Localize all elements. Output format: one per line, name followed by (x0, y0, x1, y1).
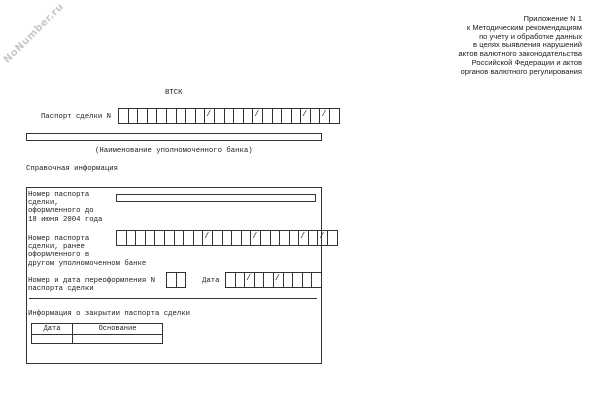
digit-cell[interactable] (273, 109, 283, 123)
digit-cell[interactable] (299, 231, 309, 245)
field2-line: сделки, ранее (28, 243, 85, 252)
appendix-line: по учету и обработке данных (479, 31, 582, 41)
digit-cell[interactable] (318, 231, 328, 245)
appendix-line: Российской Федерации и актов (471, 57, 582, 67)
digit-cell[interactable] (119, 109, 129, 123)
closing-table-row[interactable] (32, 335, 163, 344)
digit-cell[interactable] (253, 109, 263, 123)
appendix-line: актов валютного законодательства (458, 49, 582, 59)
header-basis: Основание (73, 324, 163, 335)
reissue-line: Номер и дата переоформления N (28, 277, 155, 285)
cell-date[interactable] (32, 335, 73, 344)
digit-cell[interactable] (157, 109, 167, 123)
digit-cell[interactable] (255, 273, 265, 287)
digit-cell[interactable] (330, 109, 339, 123)
passport-number-cells[interactable] (118, 108, 340, 124)
digit-cell[interactable] (186, 109, 196, 123)
reissue-number-cells[interactable] (166, 272, 186, 288)
field1-line: сделки, (28, 199, 59, 208)
digit-cell[interactable] (167, 109, 177, 123)
digit-cell[interactable] (293, 273, 303, 287)
field1-label (28, 191, 102, 224)
digit-cell[interactable] (232, 231, 242, 245)
digit-cell[interactable] (138, 109, 148, 123)
appendix-line: в целях выявления нарушений (473, 40, 582, 50)
digit-cell[interactable] (165, 231, 175, 245)
digit-cell[interactable] (263, 109, 273, 123)
reissue-label (28, 277, 155, 293)
digit-cell[interactable] (282, 109, 292, 123)
digit-cell[interactable] (328, 231, 337, 245)
header-date: Дата (32, 324, 73, 335)
field1-line: оформленного до (28, 207, 94, 216)
digit-cell[interactable] (244, 109, 254, 123)
field1-line: Номер паспорта (28, 191, 90, 199)
prev-passport-cells[interactable] (116, 230, 338, 246)
digit-cell[interactable] (274, 273, 284, 287)
appendix-line: Приложение N 1 (523, 14, 582, 23)
digit-cell[interactable] (312, 273, 321, 287)
closing-table-header (32, 324, 163, 335)
digit-cell[interactable] (215, 109, 225, 123)
digit-cell[interactable] (136, 231, 146, 245)
digit-cell[interactable] (261, 231, 271, 245)
digit-cell[interactable] (177, 273, 186, 287)
digit-cell[interactable] (301, 109, 311, 123)
digit-cell[interactable] (184, 231, 194, 245)
digit-cell[interactable] (303, 273, 313, 287)
reference-box (26, 187, 322, 364)
field2-line: другом уполномоченном банке (28, 259, 147, 268)
digit-cell[interactable] (264, 273, 274, 287)
bank-name-field[interactable] (26, 133, 322, 141)
digit-cell[interactable] (292, 109, 302, 123)
divider (29, 298, 317, 299)
digit-cell[interactable] (167, 273, 177, 287)
digit-cell[interactable] (177, 109, 187, 123)
digit-cell[interactable] (213, 231, 223, 245)
digit-cell[interactable] (251, 231, 261, 245)
digit-cell[interactable] (223, 231, 233, 245)
reissue-date-cells[interactable] (225, 272, 322, 288)
digit-cell[interactable] (175, 231, 185, 245)
digit-cell[interactable] (194, 231, 204, 245)
field2-line: оформленного в (28, 251, 90, 260)
reference-title: Справочная информация (26, 165, 118, 173)
appendix-line: к Методическим рекомендациям (466, 22, 582, 32)
digit-cell[interactable] (155, 231, 165, 245)
digit-cell[interactable] (225, 109, 235, 123)
closing-table (31, 323, 163, 344)
field2-line: Номер паспорта (28, 235, 90, 243)
digit-cell[interactable] (226, 273, 236, 287)
bank-caption: (Наименование уполномоченного банка) (95, 147, 253, 155)
digit-cell[interactable] (234, 109, 244, 123)
digit-cell[interactable] (205, 109, 215, 123)
digit-cell[interactable] (290, 231, 300, 245)
field1-line: 18 июня 2004 года (28, 215, 103, 224)
digit-cell[interactable] (203, 231, 213, 245)
closing-title: Информация о закрытии паспорта сделки (28, 310, 191, 318)
digit-cell[interactable] (117, 231, 127, 245)
digit-cell[interactable] (245, 273, 255, 287)
passport-label: Паспорт сделки N (41, 113, 112, 121)
digit-cell[interactable] (127, 231, 137, 245)
digit-cell[interactable] (271, 231, 281, 245)
digit-cell[interactable] (129, 109, 139, 123)
appendix-line: органов валютного регулирования (460, 66, 582, 76)
digit-cell[interactable] (320, 109, 330, 123)
digit-cell[interactable] (236, 273, 246, 287)
date-label: Дата (202, 277, 220, 285)
digit-cell[interactable] (148, 109, 158, 123)
reissue-line: паспорта сделки (28, 285, 94, 294)
cell-basis[interactable] (73, 335, 163, 344)
form-code: ВТСК (165, 89, 183, 97)
appendix-header (362, 15, 582, 77)
digit-cell[interactable] (196, 109, 206, 123)
old-passport-field[interactable] (116, 194, 316, 202)
digit-cell[interactable] (242, 231, 252, 245)
digit-cell[interactable] (146, 231, 156, 245)
digit-cell[interactable] (280, 231, 290, 245)
digit-cell[interactable] (309, 231, 319, 245)
watermark: NoNumber.ru (1, 1, 67, 66)
digit-cell[interactable] (284, 273, 294, 287)
digit-cell[interactable] (311, 109, 321, 123)
